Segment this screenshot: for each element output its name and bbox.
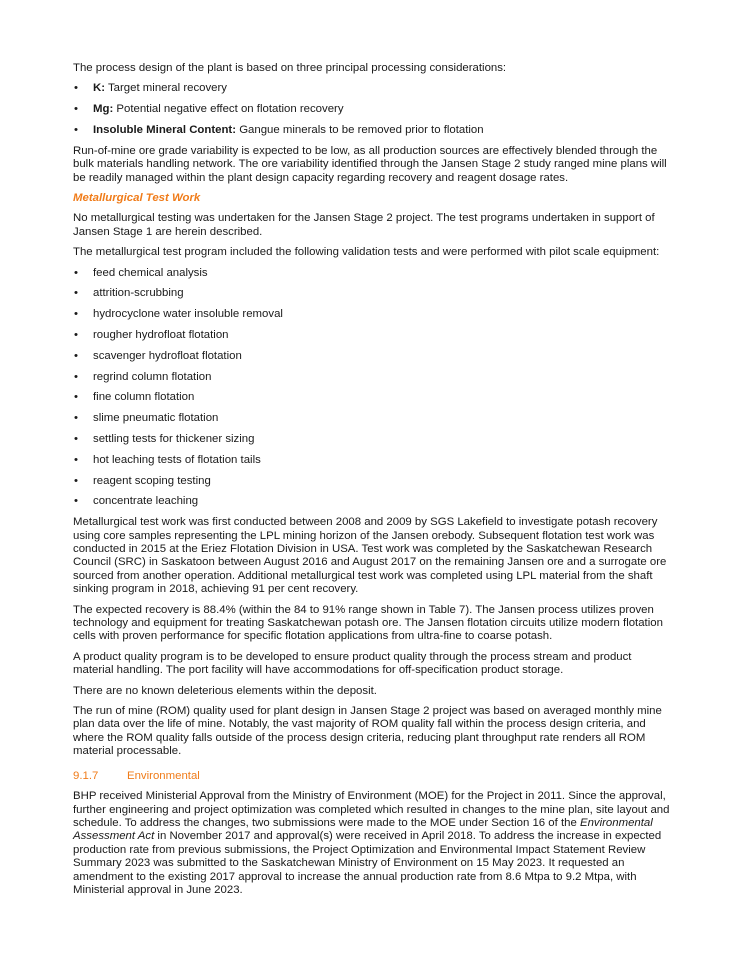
bullet-icon: • (74, 474, 78, 487)
list-item-text: slime pneumatic flotation (93, 412, 219, 425)
environmental-paragraph (73, 790, 673, 897)
list-item (73, 103, 673, 116)
bullet-icon: • (74, 349, 78, 362)
section-heading (73, 770, 673, 783)
metallurgical-heading: Metallurgical Test Work (73, 192, 201, 205)
env-text-part1: BHP received Ministerial Approval from the Ministry of Environment (MOE) for the Project in 2011. Since the approval, further engineering and project optimization was completed which resulted in changes to the mine plan, site layout and schedule. To address the changes, two submissions were made to the MOE under Section 16 of the (73, 790, 670, 829)
bullet-icon: • (74, 433, 78, 446)
history-paragraph: Metallurgical test work was first conducted between 2008 and 2009 by SGS Lakefield to investigate potash recovery using core samples representing the LPL mining horizon of the Jansen orebody. Subsequent flotation test work was conducted in 2015 at the Eriez Flotation Division in USA. Test work was completed by the Saskatchewan Research Council (SRC) in Saskatoon between August 2016 and August 2017 on the remaining Jansen ore and a surrogate ore sourced from another operation. Additional metallurgical test work was completed using LPL material from the shaft sinking program in 2018, achieving 91 per cent recovery. (73, 516, 667, 596)
list-item-text: hot leaching tests of flotation tails (93, 453, 261, 466)
list-item-text: concentrate leaching (93, 495, 199, 508)
list-item (73, 287, 673, 300)
bullet-icon: • (74, 124, 78, 136)
bullet-icon: • (74, 329, 78, 342)
list-item (73, 124, 673, 137)
bullet-icon: • (74, 287, 78, 300)
list-item-term: Insoluble Mineral Content: (93, 124, 237, 136)
list-item-text: reagent scoping testing (93, 474, 211, 487)
recovery-paragraph: The expected recovery is 88.4% (within the 84 to 91% range shown in Table 7). The Jansen process utilizes proven technology and equipment for treating Saskatchewan potash ore. The Jansen flotation circuits utilize modern flotation cells with proven performance for specific flotation applications from ultra-fine to coarse potash. (73, 603, 663, 643)
bullet-icon: • (74, 453, 78, 466)
no-testing-paragraph: No metallurgical testing was undertaken for the Jansen Stage 2 project. The test programs undertaken in support of Jansen Stage 1 are herein described. (73, 212, 655, 238)
env-text-part2: in November 2017 and approval(s) were received in April 2018. To address the increase in expected production rate from previous submissions, the Project Optimization and Environmental Impact Statement Review Summary 2023 was submitted to the Saskatchewan Ministry of Environment on 15 May 2023. It requested an amendment to the existing 2017 approval to increase the annual production rate from 8.6 Mtpa to 9.2 Mtpa, with Ministerial approval in June 2023. (73, 830, 662, 896)
bullet-icon: • (74, 495, 78, 508)
list-item-text: feed chemical analysis (93, 266, 208, 279)
list-item-text: regrind column flotation (93, 370, 212, 383)
bullet-icon: • (74, 266, 78, 279)
bullet-icon: • (74, 82, 78, 95)
list-item (73, 475, 673, 488)
list-item (73, 391, 673, 404)
list-item (73, 308, 673, 321)
bullet-icon: • (74, 412, 78, 425)
list-item-text: Potential negative effect on flotation recovery (113, 103, 344, 116)
list-item-text: attrition-scrubbing (93, 287, 184, 300)
list-item-text: scavenger hydrofloat flotation (93, 349, 242, 362)
list-item (73, 82, 673, 95)
list-item-term: K: (93, 82, 106, 95)
program-paragraph: The metallurgical test program included the following validation tests and were performed with pilot scale equipment: (73, 246, 660, 259)
bullet-icon: • (74, 103, 78, 116)
variability-paragraph: Run-of-mine ore grade variability is expected to be low, as all production sources are effectively blended through the bulk materials handling network. The ore variability identified through the Jansen Stage 2 study ranged mine plans will be readily managed within the plant design capacity regarding recovery and reagent dosage rates. (73, 144, 667, 184)
list-item (73, 495, 673, 508)
list-item (73, 412, 673, 425)
quality-paragraph: A product quality program is to be developed to ensure product quality through the process stream and product material handling. The port facility will have accommodations for off-specification product storage. (73, 650, 632, 677)
list-item-text: fine column flotation (93, 391, 195, 404)
bullet-icon: • (74, 370, 78, 383)
list-item-text: settling tests for thickener sizing (93, 433, 255, 446)
list-item (73, 371, 673, 384)
list-item-text: Gangue minerals to be removed prior to flotation (236, 124, 484, 136)
tests-list (73, 267, 673, 509)
considerations-list (73, 82, 673, 137)
list-item (73, 267, 673, 280)
section-title: Environmental (127, 769, 200, 782)
act-title: Environmental Assessment Act (73, 816, 653, 843)
list-item-text: rougher hydrofloat flotation (93, 329, 229, 342)
deleterious-paragraph: There are no known deleterious elements within the deposit. (73, 684, 377, 697)
section-number: 9.1.7 (73, 769, 99, 782)
list-item-term: Mg: (93, 103, 114, 116)
list-item (73, 433, 673, 446)
rom-paragraph: The run of mine (ROM) quality used for plant design in Jansen Stage 2 project was based on averaged monthly mine plan data over the life of mine. Notably, the vast majority of ROM quality fall within the process design criteria, and where the ROM quality falls outside of the process design criteria, reducing plant throughput rate renders all ROM material processable. (73, 705, 662, 758)
document-page (73, 62, 673, 904)
list-item (73, 454, 673, 467)
bullet-icon: • (74, 391, 78, 404)
bullet-icon: • (74, 308, 78, 321)
intro-paragraph: The process design of the plant is based on three principal processing considerations: (73, 62, 507, 74)
list-item (73, 350, 673, 363)
list-item-text: hydrocyclone water insoluble removal (93, 308, 283, 321)
list-item (73, 329, 673, 342)
list-item-text: Target mineral recovery (105, 82, 228, 95)
